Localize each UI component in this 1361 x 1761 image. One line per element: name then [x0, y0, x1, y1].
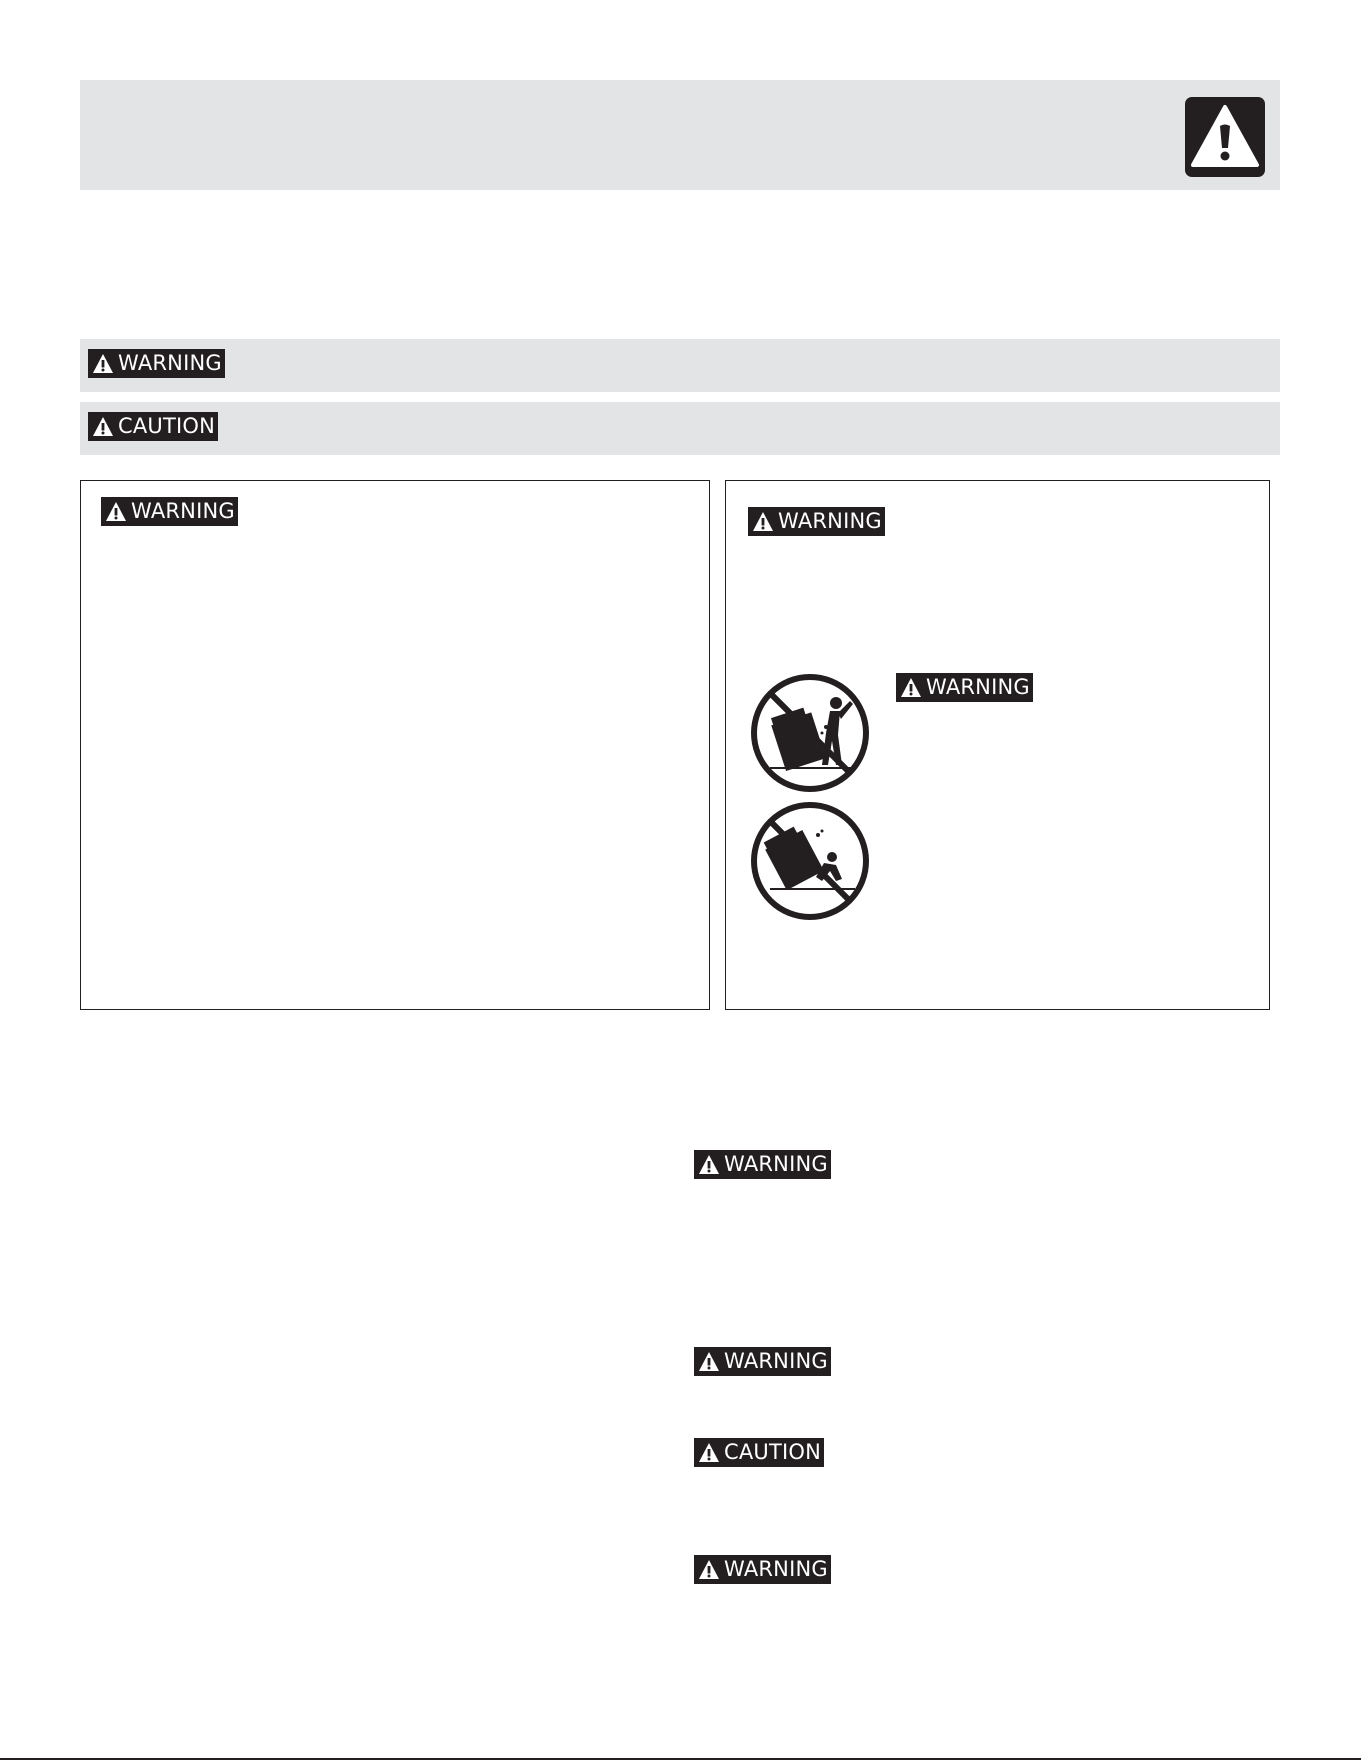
anti-tip-warning-label — [896, 673, 1033, 702]
warning-text: WARNING — [724, 1557, 828, 1581]
alert-triangle-icon — [698, 1154, 720, 1175]
caution-text: CAUTION — [118, 414, 216, 438]
warning-text: WARNING — [724, 1349, 828, 1373]
no-tipping-child-icon — [750, 801, 870, 921]
warning-text: WARNING — [131, 499, 235, 523]
left-warning-panel — [80, 480, 710, 1010]
bottom-rule — [0, 1758, 1361, 1760]
definition-warning-band — [80, 339, 1280, 392]
warning-text: WARNING — [724, 1152, 828, 1176]
definition-caution-band — [80, 402, 1280, 455]
warning-text: WARNING — [778, 509, 882, 533]
alert-triangle-icon — [92, 416, 114, 437]
alert-triangle-icon — [698, 1559, 720, 1580]
warning-text: WARNING — [118, 351, 222, 375]
warning-signal-label — [88, 349, 225, 378]
page-header-band — [80, 80, 1280, 190]
warning-text: WARNING — [926, 675, 1030, 699]
caution-text: CAUTION — [724, 1440, 822, 1464]
warning-signal-label — [694, 1150, 831, 1179]
warning-signal-label — [694, 1555, 831, 1584]
warning-signal-label — [748, 507, 885, 536]
warning-triangle-icon — [1184, 96, 1266, 178]
no-tipping-person-icon — [750, 673, 870, 793]
alert-triangle-icon — [752, 511, 774, 532]
alert-triangle-icon — [698, 1442, 720, 1463]
warning-signal-label — [101, 497, 238, 526]
caution-signal-label — [88, 412, 218, 441]
alert-triangle-icon — [698, 1351, 720, 1372]
right-warning-panel — [725, 480, 1270, 1010]
alert-triangle-icon — [900, 677, 922, 698]
alert-triangle-icon — [92, 353, 114, 374]
caution-signal-label — [694, 1438, 824, 1467]
warning-signal-label — [694, 1347, 831, 1376]
alert-triangle-icon — [105, 501, 127, 522]
